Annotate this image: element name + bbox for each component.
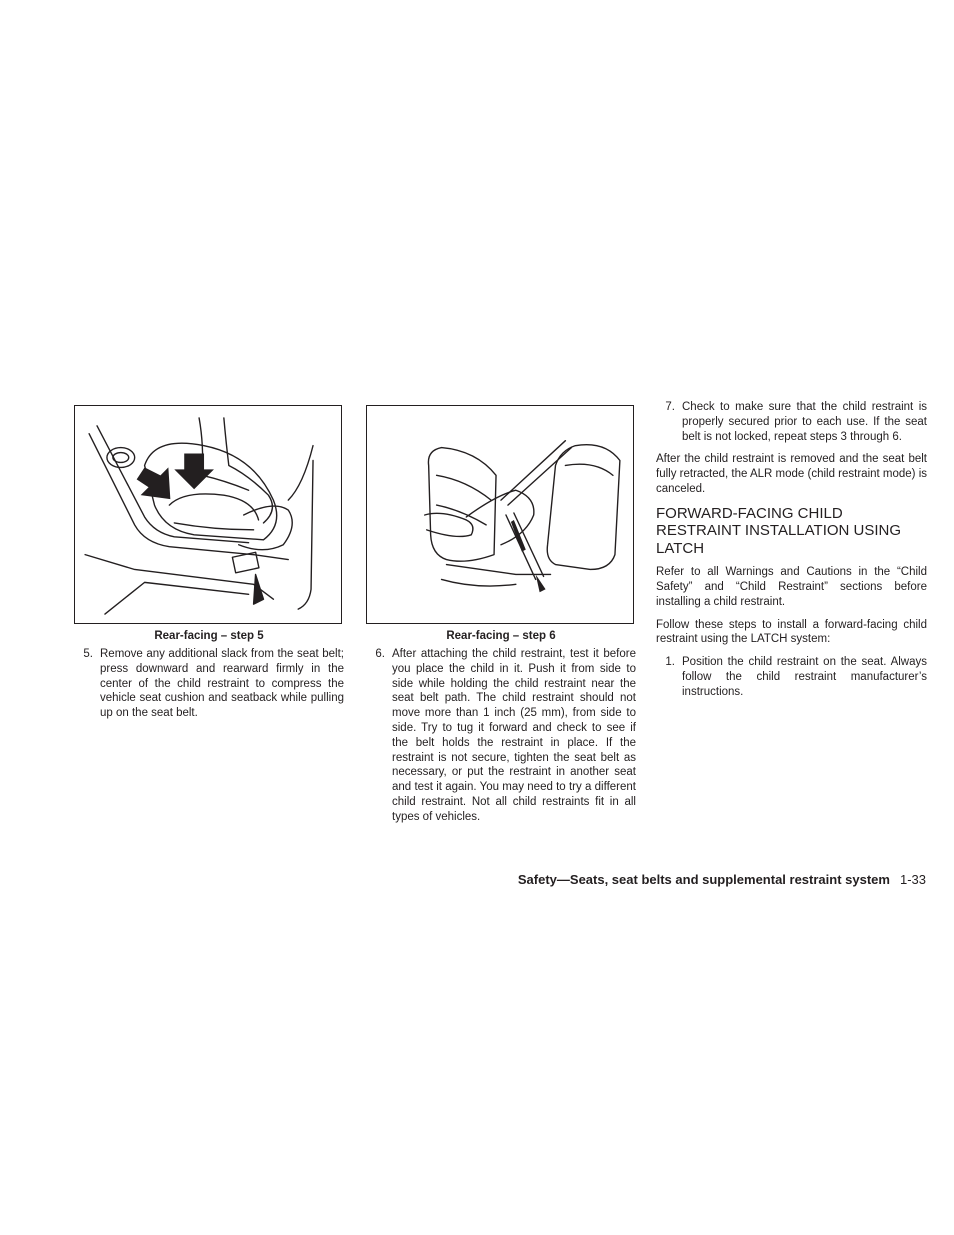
step-1 — [656, 655, 927, 699]
left-column — [74, 405, 344, 721]
step-number: 7. — [665, 401, 675, 413]
step-number: 1. — [665, 656, 675, 669]
step-text: Check to make sure that the child restraint is properly secured prior to each use. If the seat belt is not locked, repeat steps 3 through 6. — [682, 401, 927, 443]
step-7 — [656, 400, 927, 444]
warnings-paragraph: Refer to all Warnings and Cautions in the “Child Safety” and “Child Restraint” sections before installing a child restraint. — [656, 566, 927, 608]
middle-column — [366, 405, 636, 825]
section-heading: FORWARD-FACING CHILD RESTRAINT INSTALLATION USING LATCH — [656, 504, 902, 557]
step-number: 5. — [83, 648, 93, 660]
right-column — [656, 400, 927, 708]
step-text: Position the child restraint on the seat. Always follow the child restraint manufacturer’s instructions. — [682, 656, 927, 698]
latch-intro-paragraph: Follow these steps to install a forward-facing child restraint using the LATCH system: — [656, 618, 927, 646]
step-number: 6. — [375, 648, 385, 660]
footer-section-title: Safety—Seats, seat belts and supplemental restraint system — [517, 872, 890, 887]
page-footer — [518, 872, 926, 887]
illustration-step-6 — [367, 406, 633, 623]
alr-mode-paragraph: After the child restraint is removed and the seat belt fully retracted, the ALR mode (child restraint mode) is canceled. — [656, 453, 928, 495]
step-5 — [74, 647, 344, 721]
figure-caption: Rear-facing – step 5 — [154, 630, 264, 642]
step-text: Remove any additional slack from the seat belt; press downward and rearward firmly in the center of the child restraint to compress the vehicle seat cushion and seatback while pulling up on the seat belt. — [100, 648, 344, 720]
figure-rear-facing-step-6 — [366, 405, 634, 624]
illustration-step-5 — [75, 406, 341, 623]
page-number: 1-33 — [899, 872, 926, 887]
step-text: After attaching the child restraint, test it before you place the child in it. Push it from side to side while holding the child restraint near the seat belt path. The child restraint should not move more than 1 inch (25 mm), from side to side. Try to tug it forward and check to see if the belt holds the restraint in place. If the restraint is not secure, tighten the seat belt as necessary, or put the restraint in another seat and test it again. You may need to try a different child restraint. Not all child restraints fit in all types of vehicles. — [392, 648, 636, 823]
figure-rear-facing-step-5 — [74, 405, 342, 624]
down-arrow-icon — [174, 454, 214, 490]
step-6 — [366, 647, 636, 825]
diagonal-arrow-icon — [137, 467, 171, 499]
figure-caption: Rear-facing – step 6 — [446, 630, 556, 642]
